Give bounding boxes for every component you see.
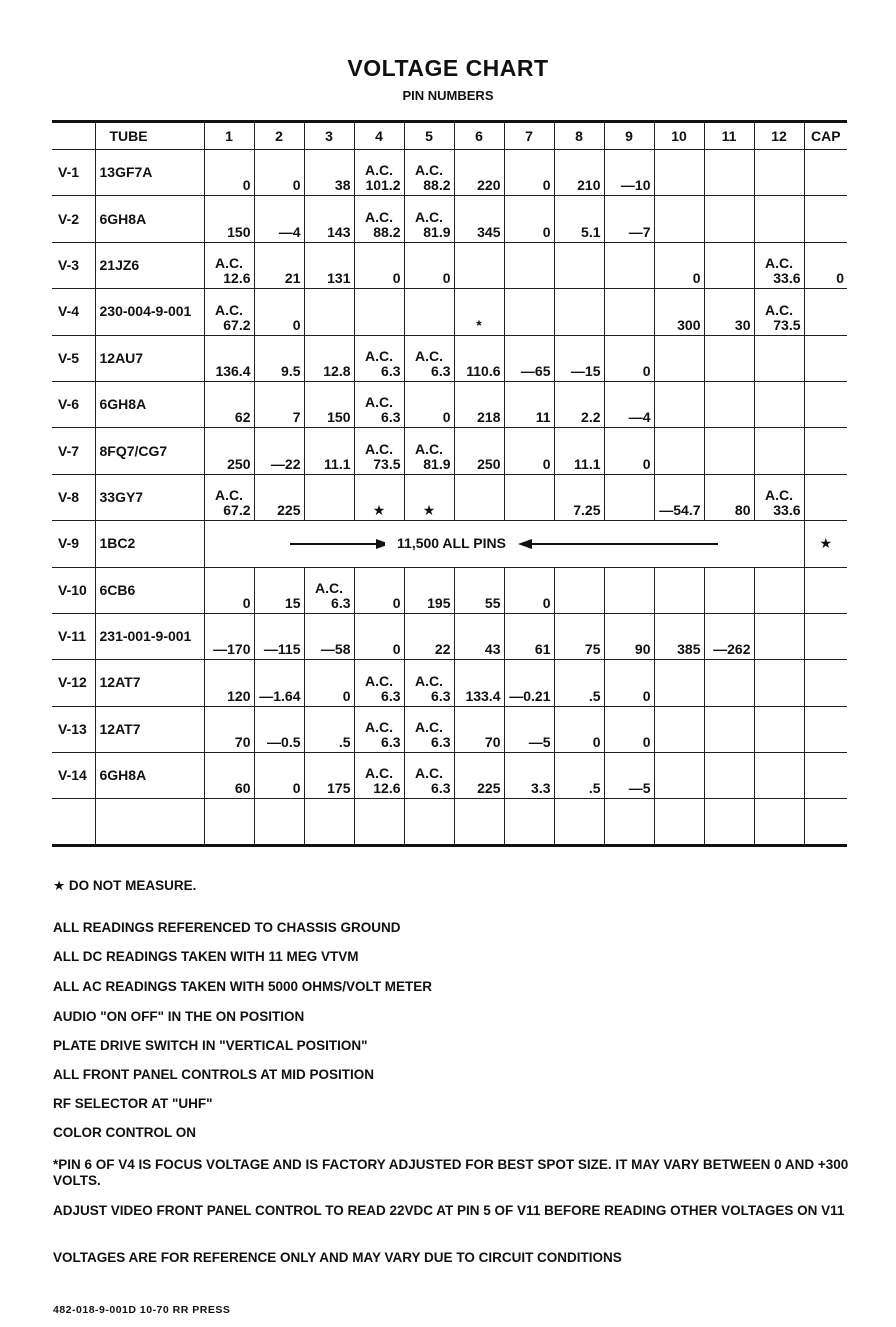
- pin-value: [554, 799, 604, 845]
- pin-value: 210: [554, 150, 604, 196]
- pin-value: 195: [404, 567, 454, 613]
- pin-value: [504, 242, 554, 288]
- pin-value: 7: [254, 381, 304, 427]
- table-row: [52, 335, 847, 381]
- footer-code: 482-018-9-001D 10-70 RR PRESS: [53, 1304, 231, 1316]
- header-pin-11: 11: [704, 122, 754, 150]
- pin-value: [754, 335, 804, 381]
- tube-id: V-5: [52, 335, 95, 381]
- pin-value: A.C. 67.2: [204, 474, 254, 520]
- pin-value: —170: [204, 613, 254, 659]
- pin-value: .5: [304, 706, 354, 752]
- table-row: [52, 381, 847, 427]
- tube-type: 6GH8A: [95, 753, 204, 799]
- pin-value: A.C. 81.9: [404, 428, 454, 474]
- tube-id: V-13: [52, 706, 95, 752]
- pin-value: [754, 660, 804, 706]
- pin-value: A.C. 88.2: [354, 196, 404, 242]
- pin-value: A.C. 6.3: [304, 567, 354, 613]
- pin-value: [504, 474, 554, 520]
- pin-value: [704, 567, 754, 613]
- tube-type: 6CB6: [95, 567, 204, 613]
- pin-value: —4: [604, 381, 654, 427]
- tube-type: 6GH8A: [95, 381, 204, 427]
- pin-value: —0.21: [504, 660, 554, 706]
- pin-value: 220: [454, 150, 504, 196]
- pin-value: 9.5: [254, 335, 304, 381]
- pin-value: [804, 381, 847, 427]
- tube-type: 1BC2: [95, 521, 204, 567]
- pin-value: 75: [554, 613, 604, 659]
- table-row: [52, 521, 847, 567]
- pin-value: A.C. 6.3: [354, 706, 404, 752]
- pin-value: [204, 799, 254, 845]
- tube-id: V-1: [52, 150, 95, 196]
- pin-value: [654, 799, 704, 845]
- pin-value: —1.64: [254, 660, 304, 706]
- pin-value: 12.8: [304, 335, 354, 381]
- pin-value: 62: [204, 381, 254, 427]
- pin-value: 225: [454, 753, 504, 799]
- pin-value: 136.4: [204, 335, 254, 381]
- header-pin-cap: CAP: [804, 122, 847, 150]
- pin-value: 150: [204, 196, 254, 242]
- pin-value: [704, 150, 754, 196]
- header-pin-8: 8: [554, 122, 604, 150]
- pin-value: 11: [504, 381, 554, 427]
- pin-value: [754, 196, 804, 242]
- pin-value: [754, 706, 804, 752]
- table-row: [52, 150, 847, 196]
- note-line: PLATE DRIVE SWITCH IN "VERTICAL POSITION": [53, 1038, 368, 1053]
- pin-value: .5: [554, 660, 604, 706]
- pin-value: 175: [304, 753, 354, 799]
- pin-value: 150: [304, 381, 354, 427]
- pin-value: [454, 799, 504, 845]
- pin-value: —115: [254, 613, 304, 659]
- pin-value: 0: [354, 242, 404, 288]
- pin-value: [704, 660, 754, 706]
- pin-value: [604, 474, 654, 520]
- pin-value: —22: [254, 428, 304, 474]
- pin-value: 70: [204, 706, 254, 752]
- pin-value: [804, 660, 847, 706]
- header-pin-4: 4: [354, 122, 404, 150]
- arrow-left-icon: [518, 537, 718, 551]
- pin-value: 61: [504, 613, 554, 659]
- pin-value: —10: [604, 150, 654, 196]
- pin-value: .5: [554, 753, 604, 799]
- pin-value: —5: [604, 753, 654, 799]
- pin-value: 0: [504, 567, 554, 613]
- pin-value: A.C. 6.3: [404, 660, 454, 706]
- pin-value: 218: [454, 381, 504, 427]
- table-row: [52, 242, 847, 288]
- all-pins-cell: [204, 521, 804, 567]
- pin-value: 7.25: [554, 474, 604, 520]
- tube-type: 12AT7: [95, 660, 204, 706]
- tube-id: V-11: [52, 613, 95, 659]
- pin-value: [654, 660, 704, 706]
- tube-type: 6GH8A: [95, 196, 204, 242]
- pin-value: 0: [354, 567, 404, 613]
- pin-value: 120: [204, 660, 254, 706]
- tube-id: V-6: [52, 381, 95, 427]
- tube-id: V-12: [52, 660, 95, 706]
- table-row: [52, 196, 847, 242]
- pin-value: 345: [454, 196, 504, 242]
- pin-value: [504, 289, 554, 335]
- tube-id: V-10: [52, 567, 95, 613]
- tube-id: V-3: [52, 242, 95, 288]
- note-line: *PIN 6 OF V4 IS FOCUS VOLTAGE AND IS FACTORY ADJUSTED FOR BEST SPOT SIZE. IT MAY VARY BETWEEN 0 AND +300 VOLTS.: [53, 1157, 849, 1188]
- pin-value: [604, 799, 654, 845]
- pin-value: 0: [404, 381, 454, 427]
- pin-value: 0: [654, 242, 704, 288]
- pin-value: [804, 428, 847, 474]
- pin-value: [704, 335, 754, 381]
- pin-value: [654, 150, 704, 196]
- pin-value: [454, 242, 504, 288]
- pin-value: 250: [454, 428, 504, 474]
- pin-value: —4: [254, 196, 304, 242]
- note-line: ALL AC READINGS TAKEN WITH 5000 OHMS/VOLT METER: [53, 979, 433, 994]
- pin-value: [554, 289, 604, 335]
- pin-value: 11.1: [304, 428, 354, 474]
- pin-value: [804, 799, 847, 845]
- pin-value: *: [454, 289, 504, 335]
- pin-value: [754, 799, 804, 845]
- note-line: AUDIO "ON OFF" IN THE ON POSITION: [53, 1009, 305, 1024]
- pin-value: 225: [254, 474, 304, 520]
- pin-value: A.C. 6.3: [354, 660, 404, 706]
- pin-value: [604, 567, 654, 613]
- pin-value: A.C. 12.6: [204, 242, 254, 288]
- pin-value: ★: [354, 474, 404, 520]
- tube-id: [52, 799, 95, 845]
- pin-value: [304, 289, 354, 335]
- pin-value: 0: [504, 428, 554, 474]
- pin-value: A.C. 33.6: [754, 474, 804, 520]
- pin-value: ★: [804, 521, 847, 567]
- note-line: ALL FRONT PANEL CONTROLS AT MID POSITION: [53, 1067, 374, 1082]
- table-row: [52, 289, 847, 335]
- pin-value: [654, 381, 704, 427]
- pin-value: [654, 335, 704, 381]
- header-pin-10: 10: [654, 122, 704, 150]
- pin-value: 15: [254, 567, 304, 613]
- pin-value: —7: [604, 196, 654, 242]
- note-line: ★ DO NOT MEASURE.: [53, 878, 197, 893]
- tube-id: V-9: [52, 521, 95, 567]
- pin-value: [554, 242, 604, 288]
- pin-value: [704, 799, 754, 845]
- pin-value: 11.1: [554, 428, 604, 474]
- table-row: [52, 613, 847, 659]
- pin-value: A.C. 33.6: [754, 242, 804, 288]
- tube-type: 12AU7: [95, 335, 204, 381]
- note-line: ALL DC READINGS TAKEN WITH 11 MEG VTVM: [53, 949, 359, 964]
- pin-value: [754, 753, 804, 799]
- table-row: [52, 753, 847, 799]
- pin-value: —262: [704, 613, 754, 659]
- header-tube: TUBE: [95, 122, 204, 150]
- pin-value: [704, 242, 754, 288]
- pin-value: [754, 150, 804, 196]
- pin-value: 0: [504, 150, 554, 196]
- pin-value: [704, 428, 754, 474]
- pin-value: 38: [304, 150, 354, 196]
- pin-value: —54.7: [654, 474, 704, 520]
- pin-value: [554, 567, 604, 613]
- pin-value: 60: [204, 753, 254, 799]
- pin-value: [304, 474, 354, 520]
- tube-type: 12AT7: [95, 706, 204, 752]
- table-row: [52, 660, 847, 706]
- pin-value: [754, 613, 804, 659]
- tube-type: 8FQ7/CG7: [95, 428, 204, 474]
- pin-value: [804, 289, 847, 335]
- header-pin-2: 2: [254, 122, 304, 150]
- pin-value: 0: [604, 660, 654, 706]
- pin-value: A.C. 12.6: [354, 753, 404, 799]
- pin-value: 143: [304, 196, 354, 242]
- pin-value: ★: [404, 474, 454, 520]
- pin-value: [404, 799, 454, 845]
- pin-value: 0: [204, 567, 254, 613]
- pin-value: 110.6: [454, 335, 504, 381]
- pin-value: A.C. 73.5: [754, 289, 804, 335]
- pin-value: 2.2: [554, 381, 604, 427]
- tube-type: 231-001-9-001: [95, 613, 204, 659]
- table-row: [52, 799, 847, 845]
- tube-id: V-2: [52, 196, 95, 242]
- pin-value: [654, 753, 704, 799]
- arrow-right-icon: [290, 537, 385, 551]
- all-pins-text: 11,500 ALL PINS: [397, 535, 506, 552]
- pin-value: [754, 381, 804, 427]
- pin-value: 0: [254, 150, 304, 196]
- pin-value: [254, 799, 304, 845]
- pin-value: —0.5: [254, 706, 304, 752]
- pin-value: [454, 474, 504, 520]
- pin-value: 0: [204, 150, 254, 196]
- pin-value: 0: [504, 196, 554, 242]
- tube-id: V-8: [52, 474, 95, 520]
- pin-value: [804, 613, 847, 659]
- pin-value: A.C. 6.3: [354, 381, 404, 427]
- tube-type: 230-004-9-001: [95, 289, 204, 335]
- pin-value: 385: [654, 613, 704, 659]
- note-line: VOLTAGES ARE FOR REFERENCE ONLY AND MAY VARY DUE TO CIRCUIT CONDITIONS: [53, 1250, 622, 1265]
- header-id: [52, 122, 95, 150]
- note-line: ALL READINGS REFERENCED TO CHASSIS GROUND: [53, 920, 401, 935]
- note-line: COLOR CONTROL ON: [53, 1125, 196, 1140]
- pin-value: A.C. 6.3: [404, 335, 454, 381]
- pin-value: 0: [604, 335, 654, 381]
- pin-value: [804, 150, 847, 196]
- pin-value: [654, 706, 704, 752]
- pin-value: [804, 196, 847, 242]
- pin-value: —15: [554, 335, 604, 381]
- pin-value: 70: [454, 706, 504, 752]
- pin-value: 0: [554, 706, 604, 752]
- note-line: RF SELECTOR AT "UHF": [53, 1096, 213, 1111]
- pin-value: —5: [504, 706, 554, 752]
- table-row: [52, 706, 847, 752]
- pin-value: A.C. 6.3: [354, 335, 404, 381]
- table-row: [52, 428, 847, 474]
- pin-value: 0: [354, 613, 404, 659]
- header-pin-1: 1: [204, 122, 254, 150]
- tube-type: [95, 799, 204, 845]
- pin-value: 3.3: [504, 753, 554, 799]
- header-pin-6: 6: [454, 122, 504, 150]
- pin-value: [354, 799, 404, 845]
- pin-value: A.C. 6.3: [404, 706, 454, 752]
- pin-value: A.C. 101.2: [354, 150, 404, 196]
- pin-value: 90: [604, 613, 654, 659]
- pin-value: [404, 289, 454, 335]
- table-row: [52, 474, 847, 520]
- pin-value: 0: [254, 753, 304, 799]
- pin-value: A.C. 88.2: [404, 150, 454, 196]
- table-row: [52, 567, 847, 613]
- pin-value: [354, 289, 404, 335]
- tube-id: V-7: [52, 428, 95, 474]
- pin-value: [654, 196, 704, 242]
- pin-value: 0: [804, 242, 847, 288]
- pin-value: 5.1: [554, 196, 604, 242]
- header-pin-7: 7: [504, 122, 554, 150]
- pin-value: 0: [254, 289, 304, 335]
- pin-value: 55: [454, 567, 504, 613]
- pin-value: [704, 753, 754, 799]
- tube-type: 33GY7: [95, 474, 204, 520]
- voltage-table: [52, 120, 847, 847]
- page-title: VOLTAGE CHART: [347, 55, 549, 81]
- pin-value: [804, 706, 847, 752]
- pin-value: 43: [454, 613, 504, 659]
- pin-value: [804, 567, 847, 613]
- pin-value: [604, 289, 654, 335]
- tube-id: V-14: [52, 753, 95, 799]
- header-pin-9: 9: [604, 122, 654, 150]
- pin-value: [654, 428, 704, 474]
- pin-value: [754, 428, 804, 474]
- pin-value: A.C. 6.3: [404, 753, 454, 799]
- pin-value: A.C. 73.5: [354, 428, 404, 474]
- note-line: ADJUST VIDEO FRONT PANEL CONTROL TO READ 22VDC AT PIN 5 OF V11 BEFORE READING OTHER VOLTAGES ON V11: [53, 1203, 845, 1218]
- table-header-row: [52, 122, 847, 150]
- pin-value: 131: [304, 242, 354, 288]
- tube-type: 13GF7A: [95, 150, 204, 196]
- pin-value: A.C. 67.2: [204, 289, 254, 335]
- pin-value: 30: [704, 289, 754, 335]
- pin-value: 0: [604, 428, 654, 474]
- pin-value: A.C. 81.9: [404, 196, 454, 242]
- pin-value: [804, 753, 847, 799]
- pin-value: [604, 242, 654, 288]
- pin-value: [704, 196, 754, 242]
- pin-value: [804, 474, 847, 520]
- pin-value: —58: [304, 613, 354, 659]
- pin-value: 0: [304, 660, 354, 706]
- header-pin-3: 3: [304, 122, 354, 150]
- pin-value: 133.4: [454, 660, 504, 706]
- pin-value: [704, 381, 754, 427]
- pin-value: [754, 567, 804, 613]
- pin-value: [654, 567, 704, 613]
- pin-value: [504, 799, 554, 845]
- pin-value: 0: [404, 242, 454, 288]
- pin-value: 22: [404, 613, 454, 659]
- tube-id: V-4: [52, 289, 95, 335]
- pin-value: 0: [604, 706, 654, 752]
- pin-value: [304, 799, 354, 845]
- pin-value: 250: [204, 428, 254, 474]
- pin-value: 21: [254, 242, 304, 288]
- header-pin-5: 5: [404, 122, 454, 150]
- pin-value: —65: [504, 335, 554, 381]
- pin-value: [704, 706, 754, 752]
- pin-value: [804, 335, 847, 381]
- pin-value: 80: [704, 474, 754, 520]
- tube-type: 21JZ6: [95, 242, 204, 288]
- page-subtitle: PIN NUMBERS: [402, 88, 494, 103]
- header-pin-12: 12: [754, 122, 804, 150]
- pin-value: 300: [654, 289, 704, 335]
